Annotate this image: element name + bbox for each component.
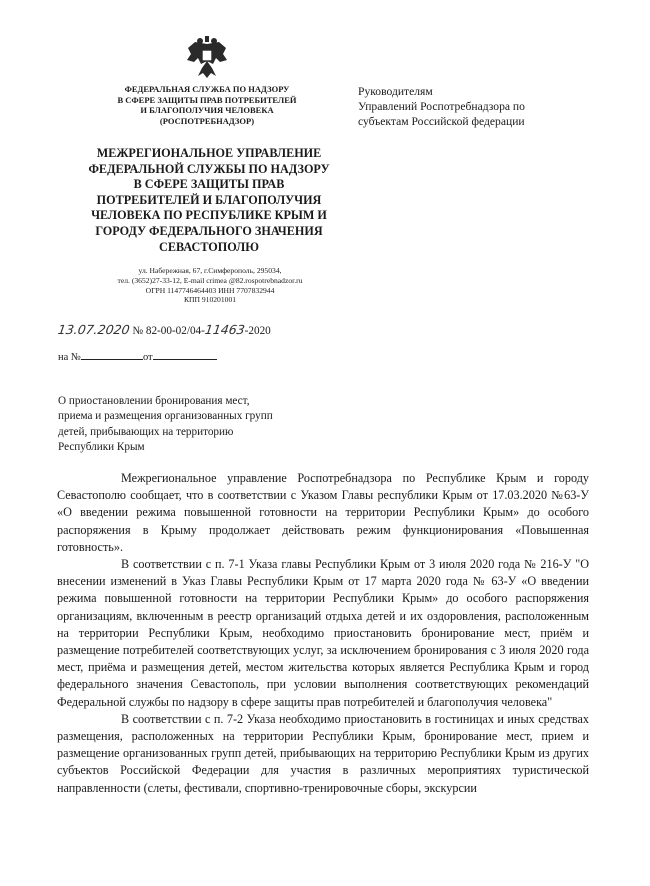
agency-line: В СФЕРЕ ЗАЩИТЫ ПРАВ ПОТРЕБИТЕЛЕЙ (117, 94, 297, 105)
agency-line: ФЕДЕРАЛЬНАЯ СЛУЖБА ПО НАДЗОРУ (124, 84, 290, 94)
reference-number-blank (81, 350, 143, 360)
address-line: тел. (3652)27-33-12, E-mail crimea @82.rospotrebnadzor.ru (117, 275, 303, 285)
reference-na-label: на № (58, 352, 81, 363)
subject-line: Республики Крым (58, 441, 145, 454)
region-line: СЕВАСТОПОЛЮ (159, 239, 259, 254)
letter-subject (58, 394, 318, 456)
letter-body (57, 470, 589, 797)
recipient-block (358, 84, 598, 129)
subject-line: детей, прибывающих на территорию (58, 425, 234, 438)
region-line: ЧЕЛОВЕКА ПО РЕСПУБЛИКЕ КРЫМ И (91, 208, 327, 223)
region-line: ПОТРЕБИТЕЛЕЙ И БЛАГОПОЛУЧИЯ (96, 192, 322, 207)
number-suffix: -2020 (244, 325, 271, 337)
handwritten-date: 13.07.2020 (56, 322, 131, 337)
reference-number-line (58, 350, 217, 363)
address-line: ОГРН 1147746464403 ИНН 7707832944 (145, 285, 275, 295)
recipient-line: Руководителям (358, 85, 433, 98)
double-headed-eagle-emblem-icon (186, 34, 228, 80)
region-line: ГОРОДУ ФЕДЕРАЛЬНОГО ЗНАЧЕНИЯ (95, 223, 323, 238)
address-block (90, 266, 330, 305)
body-paragraph: В соответствии с п. 7-1 Указа главы Республики Крым от 3 июля 2020 года № 216-У "О внесении изменений в Указ Главы Республики Крым от 17 марта 2020 года № 63-У «О введении режима повышенной готовности на территории Республики Крым» до особого распоряжения организациям, включенным в реестр организаций отдыха детей и их оздоровления, расположенным на территории Республики Крым, необходимо приостановить бронирование мест, приём и размещение потребителей соответствующих услуг, за исключением бронирования с 3 июля 2020 года мест, приёма и размещения детей, местом жительства которых является Республика Крым и город федерального значения Севастополь, при условии выполнения соответствующих рекомендаций Федеральной службы по надзору в сфере защиты прав потребителей и благополучия человека" (57, 557, 589, 709)
reference-ot-label: от (142, 352, 153, 363)
subject-line: О приостановлении бронирования мест, (58, 395, 250, 407)
region-line: ФЕДЕРАЛЬНОЙ СЛУЖБЫ ПО НАДЗОРУ (88, 161, 330, 176)
address-line: КПП 910201001 (183, 295, 237, 305)
agency-line: И БЛАГОПОЛУЧИЯ ЧЕЛОВЕКА (140, 105, 274, 115)
body-paragraph: В соответствии с п. 7-2 Указа необходимо приостановить в гостиницах и иных средствах размещения, расположенных на территории Республики Крым, бронирование мест, прием и размещение организованных групп детей, прибывающих на территорию Республики Крым из других субъектов Российской Федерации для участия в различных мероприятиях туристической направленности (слеты, фестивали, спортивно-тренировочные сборы, экскурсии (57, 711, 589, 795)
subject-line: приема и размещения организованных групп (58, 410, 273, 423)
recipient-line: Управлений Роспотребнадзора по (358, 100, 525, 113)
recipient-line: субъектам Российской федерации (358, 115, 525, 128)
agency-name-block (96, 84, 318, 126)
agency-line: (РОСПОТРЕБНАДЗОР) (159, 115, 255, 126)
regional-office-title (78, 146, 340, 255)
region-line: МЕЖРЕГИОНАЛЬНОЕ УПРАВЛЕНИЕ (96, 146, 322, 160)
address-line: ул. Набережная, 67, г.Симферополь, 295034, (138, 266, 282, 275)
body-paragraph: Межрегиональное управление Роспотребнадзора по Республике Крым и городу Севастополю сообщает, что в соответствии с Указом Главы республики Крым от 17.03.2020 №63-У «О введении режима повышенной готовности на территории Республики Крым» до особого распоряжения в Крыму продолжает действовать режим функционирования «Повышенная готовность». (57, 471, 589, 554)
reference-date-blank (153, 350, 217, 360)
number-prefix: № 82-00-02/04- (132, 325, 205, 337)
region-line: В СФЕРЕ ЗАЩИТЫ ПРАВ (133, 177, 285, 192)
handwritten-number: 11463 (203, 322, 246, 337)
outgoing-number-line (58, 322, 271, 337)
